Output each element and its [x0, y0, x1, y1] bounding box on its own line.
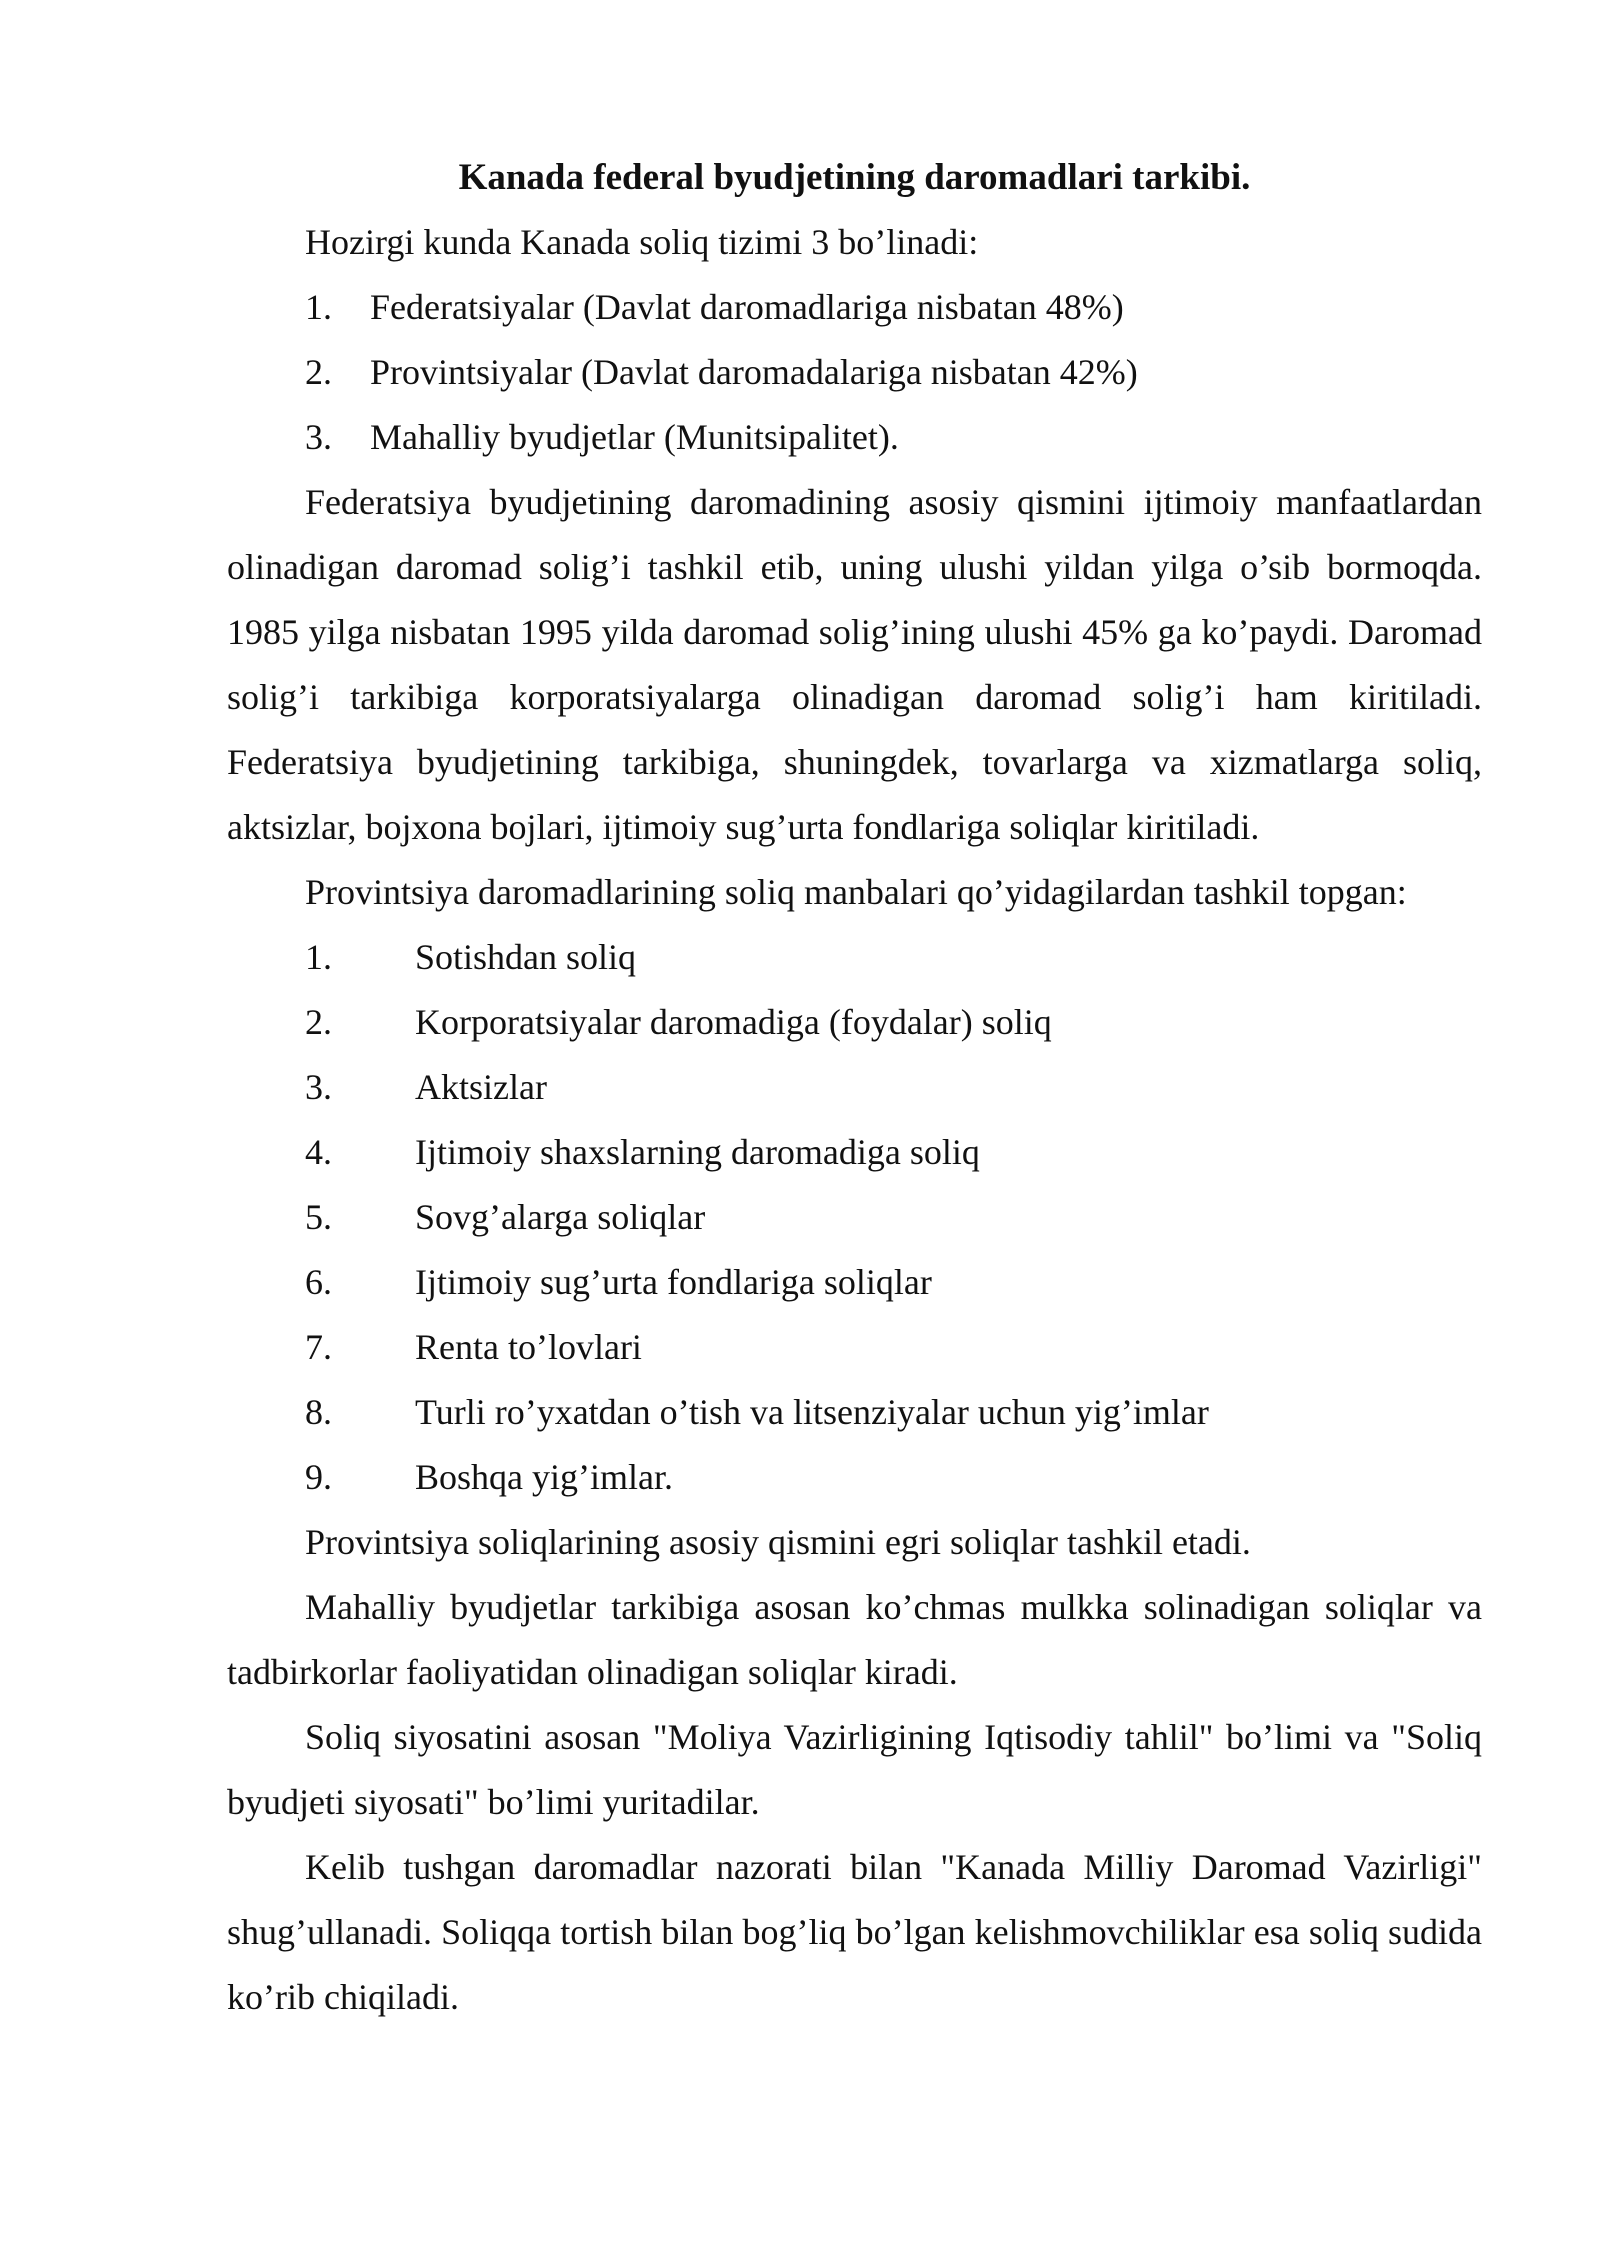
list-item — [227, 990, 1482, 1055]
paragraph-province-sources: Provintsiya daromadlarining soliq manbalari qo’yidagilardan tashkil topgan: — [305, 872, 1407, 912]
list-text: Korporatsiyalar daromadiga (foydalar) soliq — [415, 1002, 1052, 1042]
list-item — [227, 1120, 1482, 1185]
list-number: 1. — [305, 937, 332, 977]
list-text: Federatsiyalar (Davlat daromadlariga nisbatan 48%) — [370, 287, 1124, 327]
list-number: 7. — [305, 1327, 332, 1367]
paragraph-tax-policy: Soliq siyosatini asosan "Moliya Vazirligining Iqtisodiy tahlil" bo’limi va "Soliq byudjeti siyosati" bo’limi yuritadilar. — [227, 1717, 1482, 1822]
list-number: 8. — [305, 1392, 332, 1432]
list-number: 4. — [305, 1132, 332, 1172]
document-page — [227, 145, 1482, 2030]
list-number: 2. — [305, 352, 332, 392]
list-text: Sovg’alarga soliqlar — [415, 1197, 706, 1237]
list-item — [227, 1380, 1482, 1445]
list-number: 3. — [305, 1067, 332, 1107]
list-number: 5. — [305, 1197, 332, 1237]
list-text: Ijtimoiy shaxslarning daromadiga soliq — [415, 1132, 980, 1172]
list-text: Ijtimoiy sug’urta fondlariga soliqlar — [415, 1262, 932, 1302]
list-item — [227, 1185, 1482, 1250]
list-number: 2. — [305, 1002, 332, 1042]
paragraph-revenue-control: Kelib tushgan daromadlar nazorati bilan "Kanada Milliy Daromad Vazirligi" shug’ullanadi. Soliqqa tortish bilan bog’liq bo’lgan kelishmovchiliklar esa soliq sudida ko’rib chiqiladi. — [227, 1847, 1482, 2017]
list-item — [227, 1055, 1482, 1120]
list-text: Turli ro’yxatdan o’tish va litsenziyalar uchun yig’imlar — [415, 1392, 1209, 1432]
list-number: 6. — [305, 1262, 332, 1302]
paragraph-indirect-taxes: Provintsiya soliqlarining asosiy qismini egri soliqlar tashkil etadi. — [305, 1522, 1251, 1562]
list-number: 3. — [305, 417, 332, 457]
list-text: Mahalliy byudjetlar (Munitsipalitet). — [370, 417, 899, 457]
list-item — [227, 1250, 1482, 1315]
list-item — [227, 1445, 1482, 1510]
list-text: Renta to’lovlari — [415, 1327, 642, 1367]
list-text: Aktsizlar — [415, 1067, 547, 1107]
list-text: Provintsiyalar (Davlat daromadalariga nisbatan 42%) — [370, 352, 1138, 392]
list-text: Sotishdan soliq — [415, 937, 637, 977]
list-item — [227, 340, 1482, 405]
province-sources-list — [227, 925, 1482, 1510]
document-title: Kanada federal byudjetining daromadlari tarkibi. — [458, 157, 1251, 198]
list-number: 9. — [305, 1457, 332, 1497]
intro-line: Hozirgi kunda Kanada soliq tizimi 3 bo’linadi: — [305, 222, 979, 262]
tax-levels-list — [227, 275, 1482, 470]
list-number: 1. — [305, 287, 332, 327]
list-text: Boshqa yig’imlar. — [415, 1457, 673, 1497]
list-item — [227, 275, 1482, 340]
list-item — [227, 1315, 1482, 1380]
list-item — [227, 925, 1482, 990]
paragraph-federal-revenue: Federatsiya byudjetining daromadining asosiy qismini ijtimoiy manfaatlardan olinadigan daromad solig’i tashkil etib, uning ulushi yildan yilga o’sib bormoqda. 1985 yilga nisbatan 1995 yilda daromad solig’ining ulushi 45% ga ko’paydi. Daromad solig’i tarkibiga korporatsiyalarga olinadigan daromad solig’i ham kiritiladi. Federatsiya byudjetining tarkibiga, shuningdek, tovarlarga va xizmatlarga soliq, aktsizlar, bojxona bojlari, ijtimoiy sug’urta fondlariga soliqlar kiritiladi. — [227, 482, 1482, 847]
list-item — [227, 405, 1482, 470]
paragraph-local-budgets: Mahalliy byudjetlar tarkibiga asosan ko’chmas mulkka solinadigan soliqlar va tadbirkorlar faoliyatidan olinadigan soliqlar kiradi. — [227, 1587, 1482, 1692]
